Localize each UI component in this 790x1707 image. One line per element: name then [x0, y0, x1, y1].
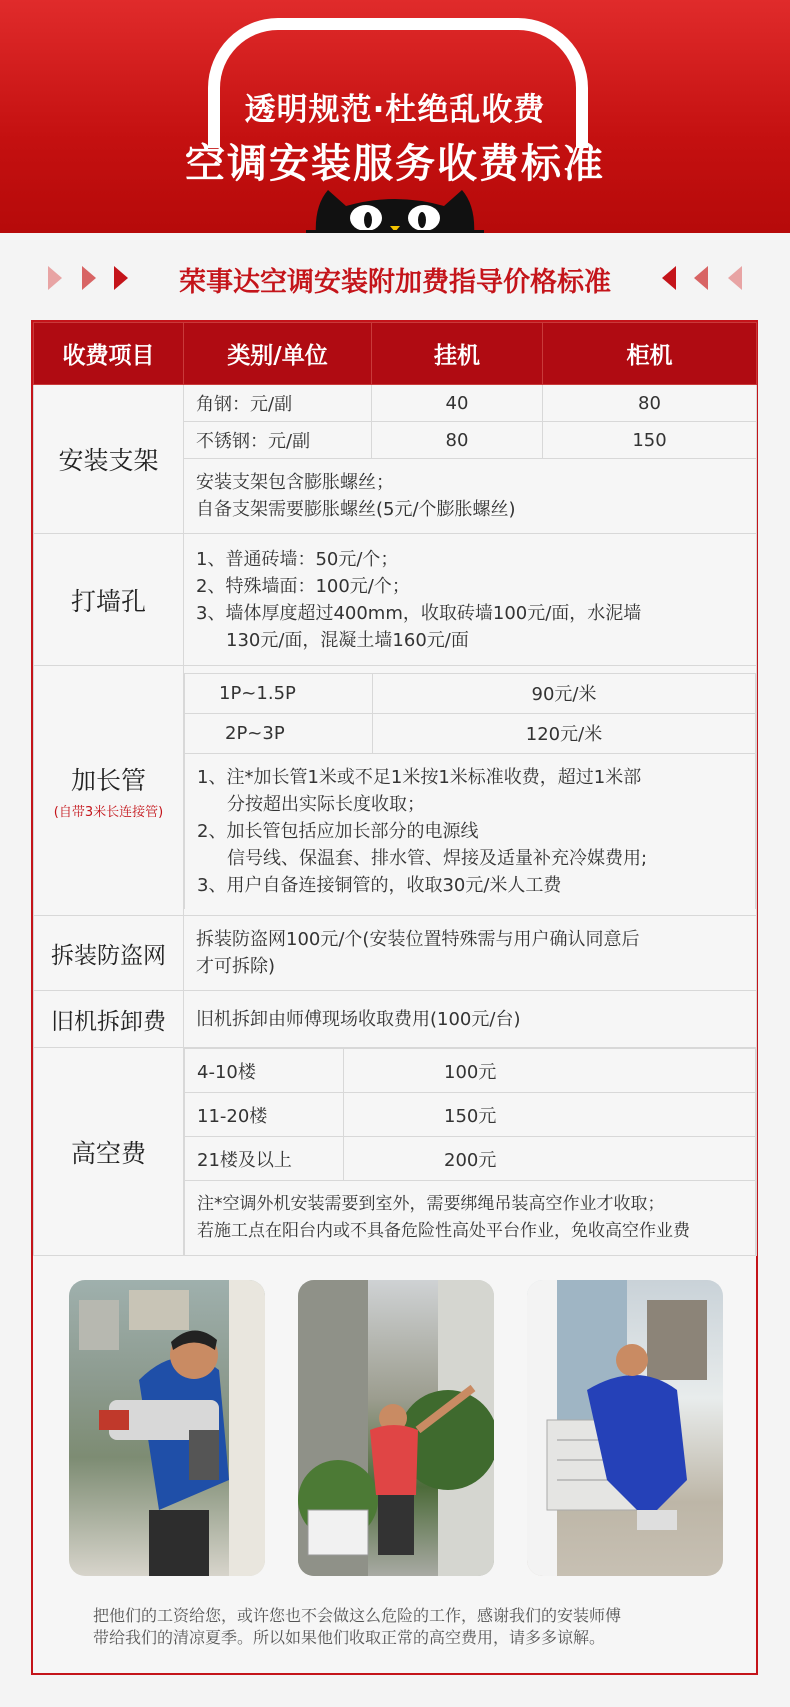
table-row	[34, 991, 757, 1048]
table-row	[185, 1049, 756, 1093]
guard-details	[184, 916, 757, 991]
floor-price: 200元	[344, 1137, 756, 1181]
extension-spec: 1P~1.5P	[185, 673, 373, 713]
high-altitude-details	[184, 1048, 757, 1256]
high-altitude-notes	[185, 1181, 756, 1256]
high-altitude-label: 高空费	[34, 1048, 184, 1256]
high-altitude-note: 注*空调外机安装需要到室外，需要绑绳吊装高空作业才收取；	[197, 1194, 665, 1214]
old-unit-text: 旧机拆卸由师傅现场收取费用(100元/台)	[184, 991, 757, 1048]
bracket-unit: 不锈钢：元/副	[184, 422, 372, 459]
footer-line: 带给我们的清凉夏季。所以如果他们收取正常的高空费用，请多多谅解。	[93, 1628, 606, 1647]
arrow-left-icon	[728, 266, 742, 290]
floor-range: 4-10楼	[185, 1049, 344, 1093]
guard-label: 拆装防盗网	[34, 916, 184, 991]
bracket-unit: 角钢：元/副	[184, 385, 372, 422]
table-row	[34, 385, 757, 422]
guard-line: 才可拆除)	[196, 956, 276, 977]
floor-range: 21楼及以上	[185, 1137, 344, 1181]
fee-table	[33, 322, 757, 1256]
floor-range: 11-20楼	[185, 1093, 344, 1137]
header-cabinet-unit: 柜机	[543, 323, 757, 385]
footer-line: 把他们的工资给您，或许您也不会做这么危险的工作，感谢我们的安装师傅	[93, 1606, 622, 1625]
bracket-note-line: 安装支架包含膨胀螺丝；	[196, 472, 394, 493]
extension-line: 2、加长管包括应加长部分的电源线	[197, 820, 479, 842]
table-header-row	[34, 323, 757, 385]
extension-line: 信号线、保温套、排水管、焊接及适量补充冷媒费用;	[227, 847, 648, 869]
header-wall-unit: 挂机	[372, 323, 543, 385]
bracket-wall-price: 80	[372, 422, 543, 459]
extension-line: 分按超出实际长度收取；	[227, 793, 425, 815]
fee-frame	[31, 320, 758, 1675]
table-row	[185, 1181, 756, 1256]
table-row	[34, 534, 757, 666]
wall-hole-label: 打墙孔	[34, 534, 184, 666]
wall-hole-details	[184, 534, 757, 666]
arrow-right-icon	[114, 266, 128, 290]
worker-photos	[69, 1280, 729, 1580]
extension-note: (自带3米长连接管)	[53, 805, 164, 820]
bracket-note	[184, 459, 757, 534]
worker-outdoor-photo	[298, 1280, 494, 1576]
extension-price-table	[184, 673, 756, 909]
worker-drilling-photo	[69, 1280, 265, 1576]
extension-label-cell	[34, 666, 184, 916]
section-title: 荣事达空调安装附加费指导价格标准	[179, 267, 611, 298]
bracket-label: 安装支架	[34, 385, 184, 534]
extension-label: 加长管	[70, 766, 146, 795]
guard-line: 拆装防盗网100元/个(安装位置特殊需与用户确认同意后	[196, 929, 640, 950]
extension-line: 3、用户自备连接铜管的，收取30元/米人工费	[197, 874, 562, 896]
table-row	[185, 713, 756, 753]
extension-details	[184, 666, 757, 916]
wall-hole-line: 130元/面，混凝土墙160元/面	[226, 629, 469, 651]
table-row	[34, 916, 757, 991]
table-row	[34, 1048, 757, 1256]
arrow-left-icon	[662, 266, 676, 290]
worker-ac-unit-photo	[527, 1280, 723, 1576]
cat-mascot-icon	[306, 186, 484, 233]
extension-line: 1、注*加长管1米或不足1米按1米标准收费，超过1米部	[197, 766, 642, 788]
table-row	[34, 666, 757, 916]
table-row	[185, 1137, 756, 1181]
wall-hole-line: 3、墙体厚度超过400mm，收取砖墙100元/面，水泥墙	[196, 602, 642, 624]
bracket-cabinet-price: 150	[543, 422, 757, 459]
extension-notes	[185, 753, 756, 909]
arrow-right-icon	[82, 266, 96, 290]
old-unit-label: 旧机拆卸费	[34, 991, 184, 1048]
bracket-wall-price: 40	[372, 385, 543, 422]
high-altitude-note: 若施工点在阳台内或不具备危险性高处平台作业，免收高空作业费	[197, 1221, 690, 1241]
floor-price: 150元	[344, 1093, 756, 1137]
banner-title: 空调安装服务收费标准	[185, 141, 605, 187]
header-banner	[0, 0, 790, 233]
wall-hole-line: 1、普通砖墙：50元/个；	[196, 548, 399, 570]
extension-price: 90元/米	[373, 673, 756, 713]
header-item: 收费项目	[34, 323, 184, 385]
banner-subtitle: 透明规范·杜绝乱收费	[244, 92, 546, 128]
arrow-left-icon	[694, 266, 708, 290]
extension-spec: 2P~3P	[185, 713, 373, 753]
extension-price: 120元/米	[373, 713, 756, 753]
table-row	[185, 753, 756, 909]
footer-message	[93, 1605, 703, 1649]
bracket-cabinet-price: 80	[543, 385, 757, 422]
wall-hole-line: 2、特殊墙面：100元/个；	[196, 575, 410, 597]
table-row	[185, 673, 756, 713]
header-unit: 类别/单位	[184, 323, 372, 385]
floor-price: 100元	[344, 1049, 756, 1093]
bracket-note-line: 自备支架需要膨胀螺丝(5元/个膨胀螺丝)	[196, 499, 516, 520]
arrow-right-icon	[48, 266, 62, 290]
section-title-row	[0, 256, 790, 300]
table-row	[185, 1093, 756, 1137]
high-altitude-table	[184, 1048, 756, 1255]
